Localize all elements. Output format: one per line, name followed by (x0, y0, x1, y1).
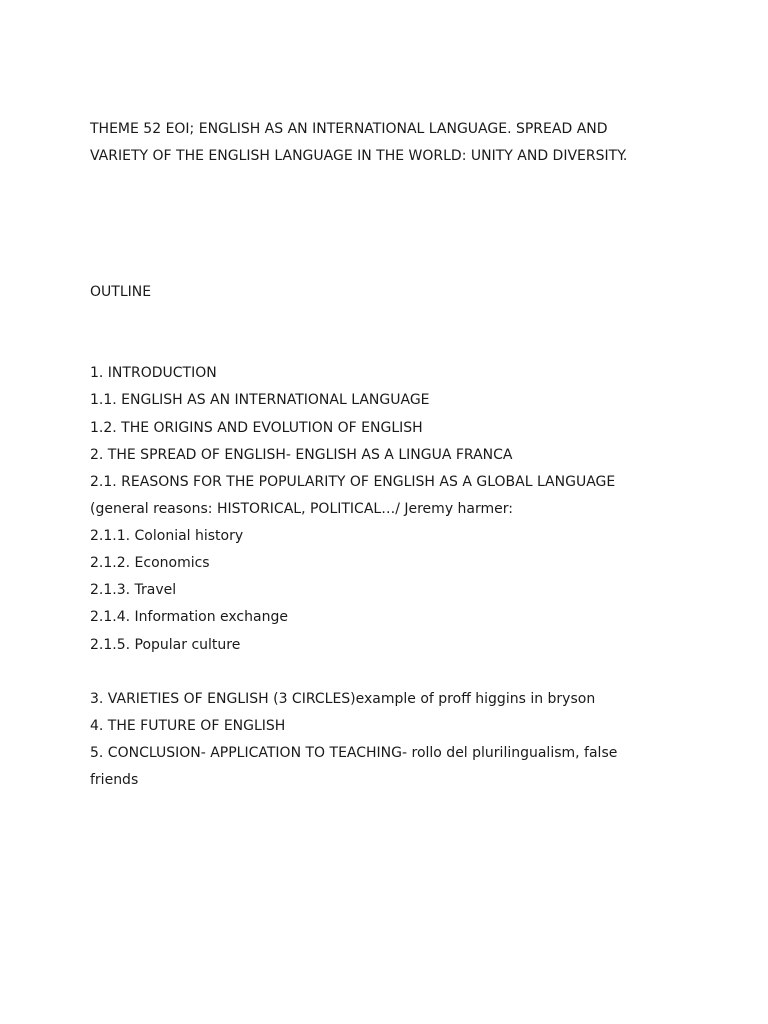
outline-item: 2.1.1. Colonial history (90, 528, 244, 544)
outline-item: 1. INTRODUCTION (90, 365, 217, 381)
outline-item: 2.1.2. Economics (90, 555, 210, 571)
outline-item: 4. THE FUTURE OF ENGLISH (90, 718, 286, 734)
outline-item: 2.1.5. Popular culture (90, 637, 241, 653)
outline-item: 2. THE SPREAD OF ENGLISH- ENGLISH AS A LINGUA FRANCA (90, 447, 513, 463)
outline-item: 2.1.4. Information exchange (90, 609, 288, 625)
outline-item: 5. CONCLUSION- APPLICATION TO TEACHING- rollo del plurilingualism, false (90, 745, 618, 761)
outline-item: 2.1.3. Travel (90, 582, 177, 598)
outline-item: 3. VARIETIES OF ENGLISH (3 CIRCLES)example of proff higgins in bryson (90, 691, 596, 707)
outline-item: friends (90, 772, 139, 788)
outline-item: (general reasons: HISTORICAL, POLITICAL…/ Jeremy harmer: (90, 501, 513, 517)
outline-item: 2.1. REASONS FOR THE POPULARITY OF ENGLISH AS A GLOBAL LANGUAGE (90, 474, 616, 490)
document-title-line-1: THEME 52 EOI; ENGLISH AS AN INTERNATIONAL LANGUAGE. SPREAD AND (90, 121, 608, 137)
outline-item: 1.2. THE ORIGINS AND EVOLUTION OF ENGLISH (90, 420, 423, 436)
outline-item: 1.1. ENGLISH AS AN INTERNATIONAL LANGUAGE (90, 392, 430, 408)
outline-heading: OUTLINE (90, 284, 152, 300)
document-title-line-2: VARIETY OF THE ENGLISH LANGUAGE IN THE WORLD: UNITY AND DIVERSITY. (90, 148, 628, 164)
